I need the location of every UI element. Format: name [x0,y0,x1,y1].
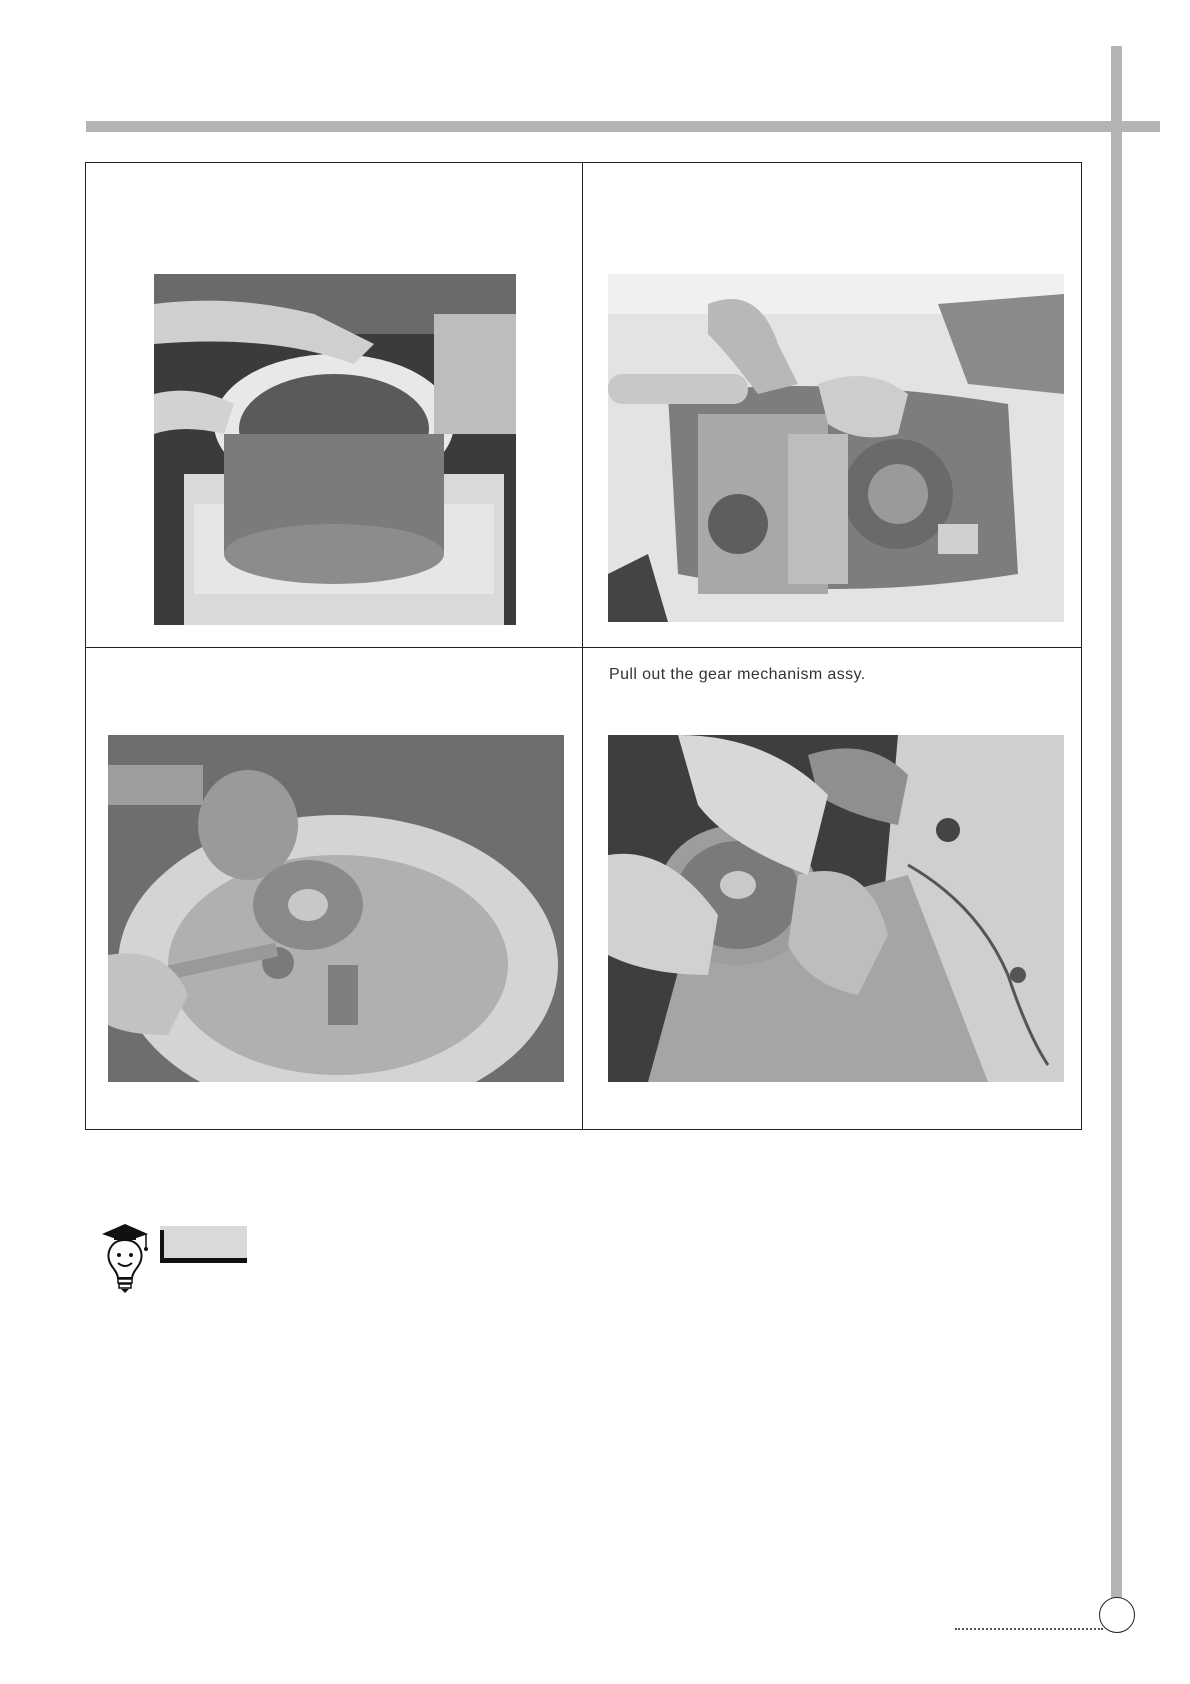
footer-leader-dots [955,1628,1103,1630]
step-caption-4: Pull out the gear mechanism assy. [609,666,866,683]
wrench-on-motor-photo [608,274,1064,622]
washer-drum-lift-photo [154,274,516,625]
step-cell-1 [86,163,582,647]
lightbulb-graduate-icon [100,1222,150,1294]
step-cell-3 [86,648,582,1130]
step-cell-4 [583,648,1081,1130]
procedure-table [85,162,1082,1130]
pulley-bolt-removal-photo [108,735,564,1082]
tip-label-underline [160,1258,247,1263]
page-number [1099,1597,1135,1633]
header-rule [86,121,1160,132]
step-cell-2 [583,163,1081,647]
side-rule [1111,46,1122,1611]
tip-label [160,1226,247,1258]
gear-mechanism-pull-photo [608,735,1064,1082]
